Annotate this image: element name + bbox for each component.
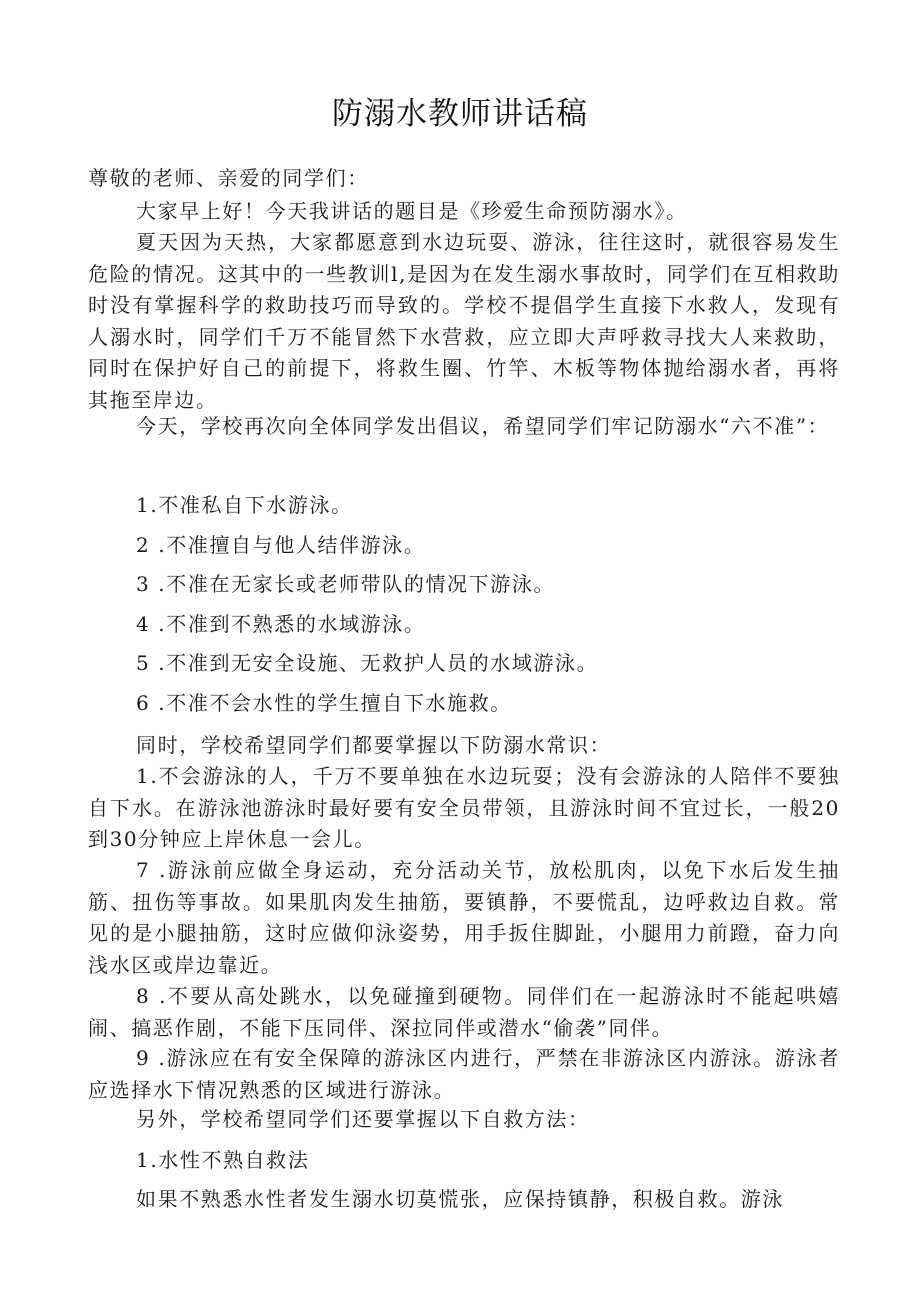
method-heading: 1.水性不熟自救法 [136, 1148, 310, 1172]
summer-paragraph: 夏天因为天热，大家都愿意到水边玩耍、游泳，往往这时，就很容易发生危险的情况。这其中的一些教训l,是因为在发生溺水事故时，同学们在互相救助时没有掌握科学的救助技巧而导致的。学校不提倡学生直接下水救人，发现有人溺水时，同学们千万不能冒然下水营救，应立即大声呼救寻找大人来救助，同时在保护好自己的前提下，将救生圈、竹竿、木板等物体抛给溺水者，再将其拖至岸边。 [88, 230, 840, 412]
rule-item: 1.不准私自下水游泳。 [136, 493, 353, 517]
rule-item: 4 .不准到不熟悉的水域游泳。 [136, 612, 426, 636]
knowledge-intro: 同时，学校希望同学们都要掌握以下防溺水常识： [136, 733, 612, 757]
rule-item: 3 .不准在无家长或老师带队的情况下游泳。 [136, 572, 556, 596]
method-paragraph: 如果不熟悉水性者发生溺水切莫慌张，应保持镇静，积极自救。游泳 [136, 1187, 784, 1211]
rule-item: 2 .不准擅自与他人结伴游泳。 [136, 533, 426, 557]
greeting-paragraph: 大家早上好！今天我讲话的题目是《珍爱生命预防溺水》。 [136, 199, 688, 223]
salutation: 尊敬的老师、亲爱的同学们： [88, 166, 369, 190]
rule-item: 6 .不准不会水性的学生擅自下水施救。 [136, 691, 512, 715]
today-paragraph: 今天，学校再次向全体同学发出倡议，希望同学们牢记防溺水“六不准”： [136, 414, 830, 438]
knowledge-item: 7 .游泳前应做全身运动，充分活动关节，放松肌肉，以免下水后发生抽筋、扭伤等事故。如果肌肉发生抽筋，要镇静，不要慌乱，边呼救边自救。常见的是小腿抽筋，这时应做仰泳姿势，用手扳住脚趾，小腿用力前蹬，奋力向浅水区或岸边靠近。 [88, 858, 840, 977]
knowledge-item: 9 .游泳应在有安全保障的游泳区内进行，严禁在非游泳区内游泳。游泳者应选择水下情况熟悉的区域进行游泳。 [88, 1046, 840, 1102]
self-rescue-intro: 另外，学校希望同学们还要掌握以下自救方法： [136, 1107, 590, 1131]
rule-item: 5 .不准到无安全设施、无救护人员的水域游泳。 [136, 651, 599, 675]
knowledge-item: 1.不会游泳的人，千万不要单独在水边玩耍；没有会游泳的人陪伴不要独自下水。在游泳池游泳时最好要有安全员带领，且游泳时间不宜过长，一般20到30分钟应上岸休息一会儿。 [88, 764, 840, 851]
knowledge-item: 8 .不要从高处跳水，以免碰撞到硬物。同伴们在一起游泳时不能起哄嬉闹、搞恶作剧，不能下压同伴、深拉同伴或潜水“偷袭”同伴。 [88, 984, 840, 1040]
page-title: 防溺水教师讲话稿 [332, 96, 588, 132]
